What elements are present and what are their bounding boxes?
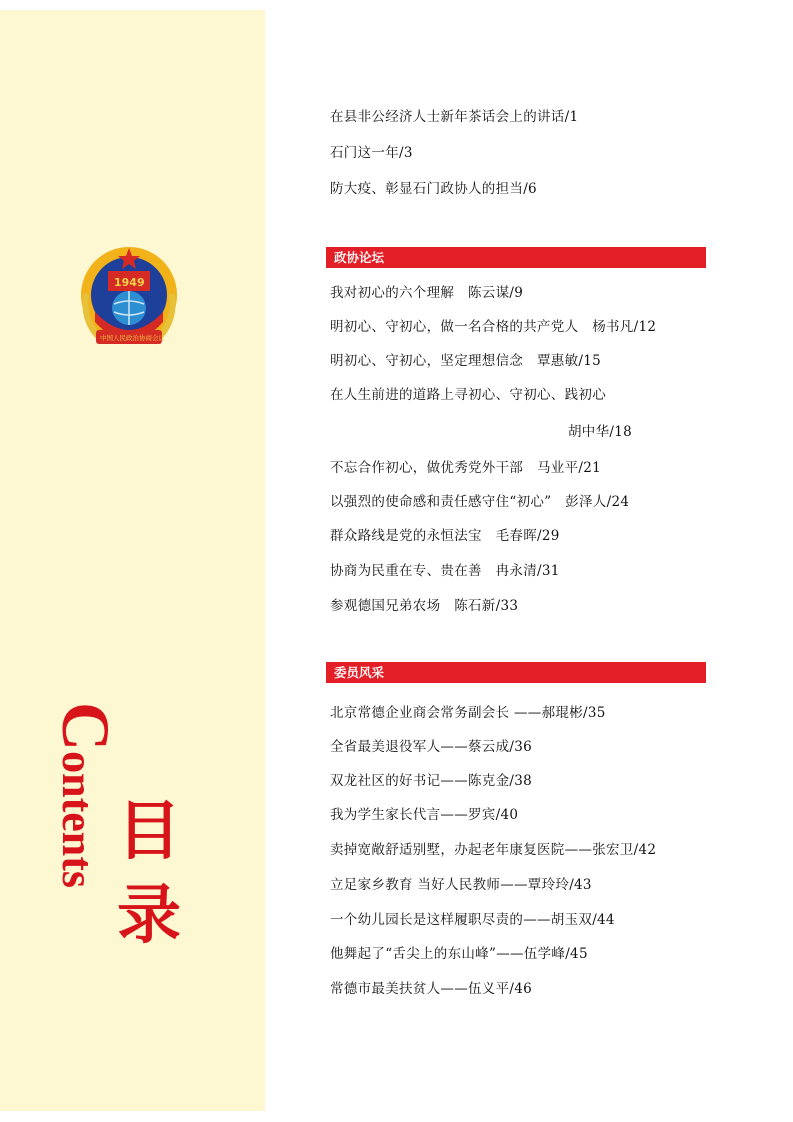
emblem-year: 1949 — [114, 276, 145, 289]
toc-item[interactable]: 双龙社区的好书记——陈克金/38 — [330, 773, 533, 789]
toc-item[interactable]: 我为学生家长代言——罗宾/40 — [330, 807, 519, 823]
emblem-ring-text: 中国人民政治协商会议 — [100, 334, 165, 342]
toc-item[interactable]: 常德市最美扶贫人——伍义平/46 — [330, 981, 533, 997]
contents-word — [48, 702, 124, 889]
toc-item[interactable]: 一个幼儿园长是这样履职尽责的——胡玉双/44 — [330, 912, 615, 928]
toc-item[interactable]: 明初心、守初心，坚定理想信念 覃惠敏/15 — [330, 353, 602, 369]
toc-item[interactable]: 北京常德企业商会常务副会长 ——郝琨彬/35 — [330, 705, 606, 721]
section-header-forum: 政协论坛 — [326, 247, 706, 268]
toc-item[interactable]: 全省最美退役军人——蔡云成/36 — [330, 739, 533, 755]
contents-initial: C — [48, 702, 124, 752]
toc-item[interactable]: 立足家乡教育 当好人民教师——覃玲玲/43 — [330, 877, 592, 893]
toc-item[interactable]: 不忘合作初心，做优秀党外干部 马业平/21 — [330, 460, 602, 476]
toc-item[interactable]: 协商为民重在专、贵在善 冉永清/31 — [330, 563, 560, 579]
toc-item[interactable]: 在县非公经济人士新年茶话会上的讲话/1 — [330, 109, 579, 125]
toc-item[interactable]: 我对初心的六个理解 陈云谋/9 — [330, 285, 524, 301]
page-title — [114, 790, 184, 958]
toc-item[interactable]: 石门这一年/3 — [330, 145, 413, 161]
toc-item[interactable]: 参观德国兄弟农场 陈石新/33 — [330, 598, 519, 614]
toc-item[interactable]: 卖掉宽敞舒适别墅，办起老年康复医院——张宏卫/42 — [330, 842, 657, 858]
toc-item[interactable]: 他舞起了“舌尖上的东山峰”——伍学峰/45 — [330, 946, 588, 962]
title-char-1: 目 — [117, 795, 181, 869]
toc-item[interactable]: 以强烈的使命感和责任感守住“初心” 彭泽人/24 — [330, 494, 630, 510]
toc-item-author[interactable]: 胡中华/18 — [568, 424, 633, 440]
section-header-members: 委员风采 — [326, 662, 706, 683]
title-char-2: 录 — [117, 879, 181, 953]
sidebar-panel — [0, 10, 265, 1111]
toc-item[interactable]: 防大疫、彰显石门政协人的担当/6 — [330, 181, 537, 197]
toc-item[interactable]: 群众路线是党的永恒法宝 毛春晖/29 — [330, 528, 560, 544]
cppcc-emblem-icon — [74, 238, 184, 363]
contents-rest: ontents — [53, 751, 102, 889]
toc-item[interactable]: 明初心、守初心，做一名合格的共产党人 杨书凡/12 — [330, 319, 657, 335]
toc-item[interactable]: 在人生前进的道路上寻初心、守初心、践初心 — [330, 387, 606, 403]
